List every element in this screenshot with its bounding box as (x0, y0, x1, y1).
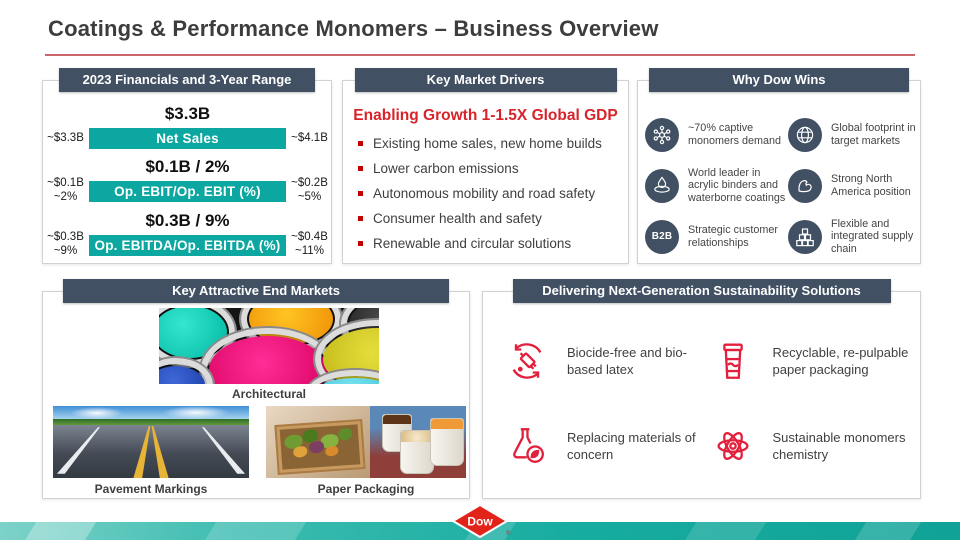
financials-panel (42, 72, 332, 264)
op-ebitda-value: $0.3B / 9% (145, 211, 230, 230)
bullet-square-icon (358, 216, 363, 221)
list-item: Consumer health and safety (356, 206, 624, 231)
drivers-headline: Enabling Growth 1-1.5X Global GDP (353, 107, 618, 124)
net-sales-value: $3.3B (164, 104, 211, 123)
op-ebitda-range-low: ~$0.3B ~9% (47, 231, 84, 257)
paper-packaging-caption: Paper Packaging (317, 482, 415, 496)
title-underline (45, 54, 915, 56)
list-item: Renewable and circular solutions (356, 231, 624, 256)
b2b-icon: B2B (645, 220, 679, 254)
pavement-markings-caption: Pavement Markings (94, 482, 208, 496)
list-item: World leader in acrylic binders and waterborne coatings (645, 160, 788, 211)
page-title: Coatings & Performance Monomers – Business Overview (48, 16, 659, 41)
list-item: Sustainable monomers chemistry (709, 403, 915, 488)
why-dow-wins-grid (645, 109, 918, 262)
net-sales-bar: Net Sales (89, 128, 286, 149)
op-ebitda-bar: Op. EBITDA/Op. EBITDA (%) (89, 235, 286, 256)
bullet-square-icon (358, 141, 363, 146)
architectural-paint-cans-image (159, 308, 379, 384)
paintbrush-recycle-icon (503, 337, 551, 385)
op-ebit-range-high: ~$0.2B ~5% (291, 177, 328, 203)
bullet-square-icon (358, 166, 363, 171)
bullet-square-icon (358, 191, 363, 196)
financials-header: 2023 Financials and 3-Year Range (59, 68, 315, 92)
list-item: Lower carbon emissions (356, 156, 624, 181)
end-markets-header: Key Attractive End Markets (63, 279, 449, 303)
flask-leaf-icon (503, 422, 551, 470)
bullet-square-icon (358, 241, 363, 246)
op-ebitda-range-high: ~$0.4B ~11% (291, 231, 328, 257)
drivers-list (356, 131, 624, 256)
list-item: Strong North America position (788, 160, 918, 211)
op-ebit-value: $0.1B / 2% (145, 157, 230, 176)
list-item: Flexible and integrated supply chain (788, 211, 918, 262)
list-item: B2B Strategic customer relationships (645, 211, 788, 262)
atom-icon (709, 422, 757, 470)
op-ebit-range-low: ~$0.1B ~2% (47, 177, 84, 203)
globe-icon (788, 118, 822, 152)
paper-cup-icon (709, 337, 757, 385)
list-item: Autonomous mobility and road safety (356, 181, 624, 206)
supply-chain-icon (788, 220, 822, 254)
paper-packaging-image (266, 406, 466, 478)
list-item: Global footprint in target markets (788, 109, 918, 160)
market-drivers-panel (342, 72, 629, 264)
why-dow-wins-panel (637, 72, 921, 264)
why-dow-wins-header: Why Dow Wins (649, 68, 909, 92)
market-drivers-header: Key Market Drivers (355, 68, 617, 92)
architectural-caption: Architectural (231, 387, 307, 401)
list-item: Biocide-free and bio-based latex (503, 318, 709, 403)
net-sales-range-low: ~$3.3B (47, 132, 84, 144)
muscle-icon (788, 169, 822, 203)
waterborne-droplet-icon (645, 169, 679, 203)
end-markets-panel (42, 283, 470, 499)
pavement-markings-image (53, 406, 249, 478)
dow-logo (451, 504, 509, 538)
op-ebit-bar: Op. EBIT/Op. EBIT (%) (89, 181, 286, 202)
list-item: Replacing materials of concern (503, 403, 709, 488)
list-item: Recyclable, re-pulpable paper packaging (709, 318, 915, 403)
net-sales-range-high: ~$4.1B (291, 132, 328, 144)
sustainability-header: Delivering Next-Generation Sustainability Solutions (513, 279, 891, 303)
svg-text:Dow: Dow (467, 514, 493, 529)
list-item: Existing home sales, new home builds (356, 131, 624, 156)
molecule-icon (645, 118, 679, 152)
list-item: ~70% captive monomers demand (645, 109, 788, 160)
registered-mark: ® (506, 531, 511, 537)
sustainability-grid (503, 318, 914, 488)
sustainability-panel (482, 283, 921, 499)
